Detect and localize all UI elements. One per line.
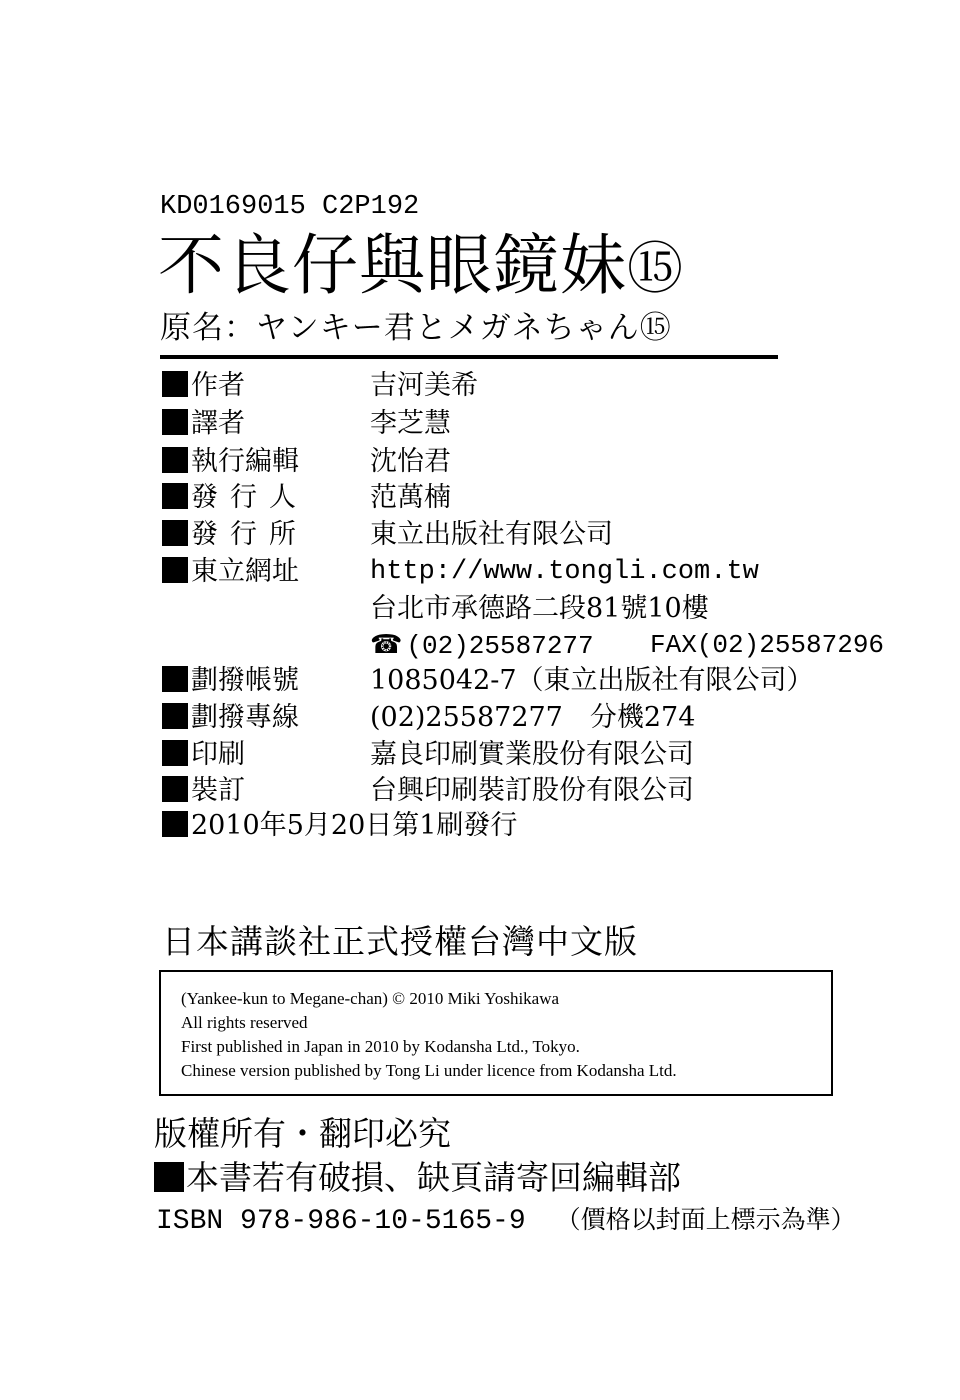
- credit-value: 沈怡君: [370, 446, 451, 477]
- authorization-notice: 日本講談社正式授權台灣中文版: [162, 922, 638, 961]
- credit-row-editor: [162, 444, 902, 480]
- credit-row-translator: [162, 406, 902, 442]
- phone-fax: [370, 627, 885, 664]
- binding-label: 裝訂: [162, 773, 308, 809]
- credit-label: 發行所: [162, 517, 308, 553]
- isbn-line: [156, 1202, 856, 1240]
- credit-value: 李芝慧: [370, 408, 451, 439]
- credit-label: 發行人: [162, 480, 308, 516]
- damage-notice: 本書若有破損、缺頁請寄回編輯部: [154, 1156, 681, 1200]
- copyright-line: Chinese version published by Tong Li under licence from Kodansha Ltd.: [181, 1061, 677, 1080]
- phone-number: (02)25587277: [406, 631, 594, 661]
- payment-label: 劃撥帳號: [162, 663, 299, 699]
- fax-number: FAX(02)25587296: [650, 630, 885, 660]
- bullet-square-icon: [162, 666, 188, 692]
- book-title: [158, 226, 684, 310]
- telephone-icon: ☎: [370, 630, 403, 660]
- volume-number: ⑮: [627, 237, 684, 302]
- payment-label: 劃撥專線: [162, 700, 299, 736]
- payment-row-account: [162, 663, 902, 699]
- credit-label: 執行編輯: [162, 444, 299, 480]
- binding-value: 台興印刷裝訂股份有限公司: [370, 775, 694, 806]
- bullet-square-icon: [162, 776, 188, 802]
- bullet-square-icon: [162, 811, 188, 837]
- book-title-text: 不良仔與眼鏡妹: [158, 227, 627, 304]
- rights-reserved: 版權所有・翻印必究: [154, 1114, 451, 1153]
- credit-row-publishing-house: [162, 517, 902, 553]
- credit-value: 吉河美希: [370, 370, 478, 401]
- credit-label: 譯者: [162, 406, 308, 442]
- credit-label: 東立網址: [162, 554, 299, 590]
- payment-value: 1085042-7（東立出版社有限公司）: [370, 665, 814, 696]
- phone-row: [162, 627, 902, 663]
- bullet-square-icon: [162, 703, 188, 729]
- copyright-box: [159, 970, 833, 1096]
- copyright-line: All rights reserved: [181, 1013, 308, 1032]
- address: 台北市承德路二段81號10樓: [370, 593, 709, 624]
- bullet-square-icon: [162, 409, 188, 435]
- bullet-square-icon: [162, 483, 188, 509]
- copyright-line: First published in Japan in 2010 by Kodansha Ltd., Tokyo.: [181, 1037, 580, 1056]
- credit-row-website: [162, 554, 902, 590]
- copyright-line: (Yankee-kun to Megane-chan) © 2010 Miki Yoshikawa: [181, 989, 560, 1008]
- credit-row-author: [162, 368, 902, 404]
- title-divider: [160, 355, 778, 359]
- printing-value: 嘉良印刷實業股份有限公司: [370, 739, 694, 770]
- first-print-date: 2010年5月20日第1刷發行: [162, 808, 517, 844]
- bullet-square-icon: [162, 740, 188, 766]
- bullet-square-icon: [162, 447, 188, 473]
- binding-row: [162, 773, 902, 809]
- printing-row: [162, 737, 902, 773]
- address-row: [162, 591, 902, 627]
- price-note: （價格以封面上標示為準）: [555, 1205, 856, 1234]
- bullet-square-icon: [154, 1162, 184, 1192]
- bullet-square-icon: [162, 520, 188, 546]
- bullet-square-icon: [162, 557, 188, 583]
- bullet-square-icon: [162, 371, 188, 397]
- printing-label: 印刷: [162, 737, 308, 773]
- isbn: ISBN 978-986-10-5165-9: [156, 1206, 526, 1237]
- original-title: 原名：ヤンキー君とメガネちゃん⑮: [160, 310, 672, 346]
- payment-value: (02)25587277 分機274: [370, 702, 696, 733]
- payment-row-line: [162, 700, 902, 736]
- website-url: http://www.tongli.com.tw: [370, 557, 759, 587]
- catalog-code: KD0169015 C2P192: [160, 192, 420, 222]
- credit-value: 范萬楠: [370, 482, 451, 513]
- credit-row-publisher: [162, 480, 902, 516]
- credit-value: 東立出版社有限公司: [370, 519, 613, 550]
- credit-label: 作者: [162, 368, 308, 404]
